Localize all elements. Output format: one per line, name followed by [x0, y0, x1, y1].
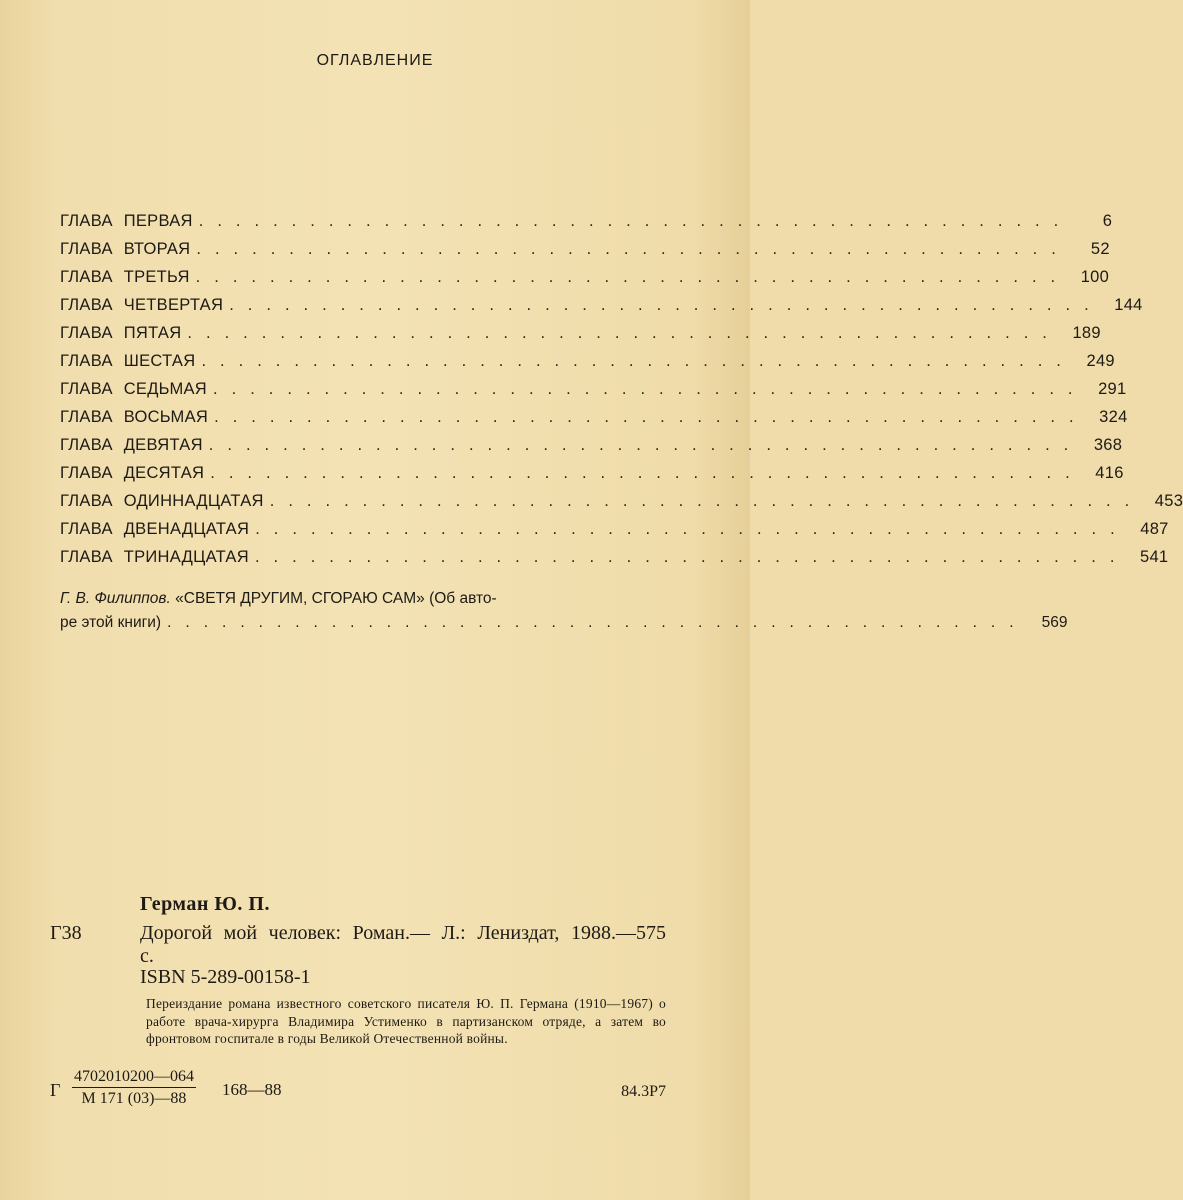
toc-entry-label: ГЛАВА ТРИНАДЦАТАЯ — [60, 548, 249, 566]
toc-entry-label: ГЛАВА ДЕСЯТАЯ — [60, 464, 205, 482]
dot-leader: ............................................... — [198, 212, 1073, 230]
toc-entry-label: ГЛАВА ОДИННАДЦАТАЯ — [60, 492, 264, 510]
toc-entry — [60, 352, 1115, 380]
toc-entry — [60, 324, 1101, 352]
table-of-contents — [60, 212, 1183, 576]
about-author-entry — [60, 590, 1068, 640]
toc-entry — [60, 548, 1169, 576]
dot-leader: ............................................... — [167, 614, 1028, 631]
about-author-name: Г. В. Филиппов. — [60, 590, 171, 607]
toc-entry — [60, 240, 1110, 268]
catalog-numerator: 4702010200—064 — [72, 1068, 196, 1088]
toc-entry-page: 324 — [1099, 408, 1128, 426]
toc-entry-label: ГЛАВА ПЯТАЯ — [60, 324, 182, 342]
dot-leader: ............................................... — [201, 352, 1075, 370]
toc-entry-label: ГЛАВА СЕДЬМАЯ — [60, 380, 208, 398]
dot-leader: ............................................... — [208, 436, 1083, 454]
dot-leader: ............................................... — [196, 240, 1070, 258]
catalog-code: Г38 — [50, 922, 82, 944]
catalog-fraction — [72, 1068, 196, 1108]
dot-leader: ............................................... — [213, 380, 1087, 398]
toc-entry-label: ГЛАВА ВОСЬМАЯ — [60, 408, 209, 426]
toc-entry-label: ГЛАВА ШЕСТАЯ — [60, 352, 196, 370]
catalog-index-letter: Г — [50, 1080, 61, 1100]
toc-entry-page: 416 — [1095, 464, 1124, 482]
toc-entry-page: 453 — [1154, 492, 1183, 510]
toc-entry — [60, 408, 1128, 436]
catalog-author: Герман Ю. П. — [140, 893, 270, 915]
toc-entry — [60, 380, 1127, 408]
catalog-denominator: М 171 (03)—88 — [81, 1090, 187, 1107]
toc-entry-page: 144 — [1114, 296, 1143, 314]
dot-leader: ............................................... — [229, 296, 1103, 314]
toc-entry-page: 487 — [1140, 520, 1169, 538]
page-title: ОГЛАВЛЕНИЕ — [316, 52, 434, 69]
dot-leader: ............................................... — [210, 464, 1084, 482]
toc-entry-page: 291 — [1098, 380, 1127, 398]
toc-entry — [60, 268, 1110, 296]
toc-entry-label: ГЛАВА ДВЕНАДЦАТАЯ — [60, 520, 250, 538]
toc-entry-label: ГЛАВА ТРЕТЬЯ — [60, 268, 190, 286]
toc-entry — [60, 492, 1183, 520]
catalog-description: Переиздание романа известного советского писателя Ю. П. Германа (1910—1967) о работе врача-хирурга Владимира Устименко в партизанском отряде, а затем во фронтовом госпитале в годы Великой Отечественной войны. — [146, 996, 666, 1046]
catalog-after-fraction: 168—88 — [222, 1080, 282, 1099]
dot-leader: ............................................... — [254, 548, 1129, 566]
about-page: 569 — [1041, 614, 1068, 631]
toc-entry — [60, 436, 1123, 464]
toc-entry — [60, 212, 1113, 240]
toc-entry — [60, 464, 1124, 492]
toc-entry-label: ГЛАВА ПЕРВАЯ — [60, 212, 193, 230]
toc-entry-page: 541 — [1139, 548, 1169, 566]
about-title-continuation: ре этой книги) — [60, 614, 162, 631]
toc-entry-page: 189 — [1072, 324, 1101, 342]
toc-entry-page: 6 — [1102, 212, 1113, 230]
dot-leader: ............................................... — [269, 492, 1144, 510]
dot-leader: ............................................... — [195, 268, 1070, 286]
catalog-title-line: Дорогой мой человек: Роман.— Л.: Лениздат, 1988.—575 с. — [140, 922, 666, 967]
catalog-isbn: ISBN 5-289-00158-1 — [140, 966, 311, 988]
toc-entry — [60, 296, 1143, 324]
toc-entry-page: 368 — [1093, 436, 1123, 454]
toc-entry-label: ГЛАВА ДЕВЯТАЯ — [60, 436, 203, 454]
toc-entry-page: 52 — [1090, 240, 1110, 258]
toc-entry — [60, 520, 1169, 548]
toc-entry-label: ГЛАВА ВТОРАЯ — [60, 240, 191, 258]
catalog-classification: 84.3Р7 — [621, 1083, 666, 1100]
dot-leader: ............................................... — [214, 408, 1088, 426]
toc-entry-page: 249 — [1086, 352, 1115, 370]
dot-leader: ............................................... — [187, 324, 1061, 342]
toc-entry-label: ГЛАВА ЧЕТВЕРТАЯ — [60, 296, 224, 314]
about-title: «СВЕТЯ ДРУГИМ, СГОРАЮ САМ» (Об авто- — [175, 590, 497, 607]
toc-entry-page: 100 — [1080, 268, 1110, 286]
dot-leader: ............................................... — [255, 520, 1129, 538]
